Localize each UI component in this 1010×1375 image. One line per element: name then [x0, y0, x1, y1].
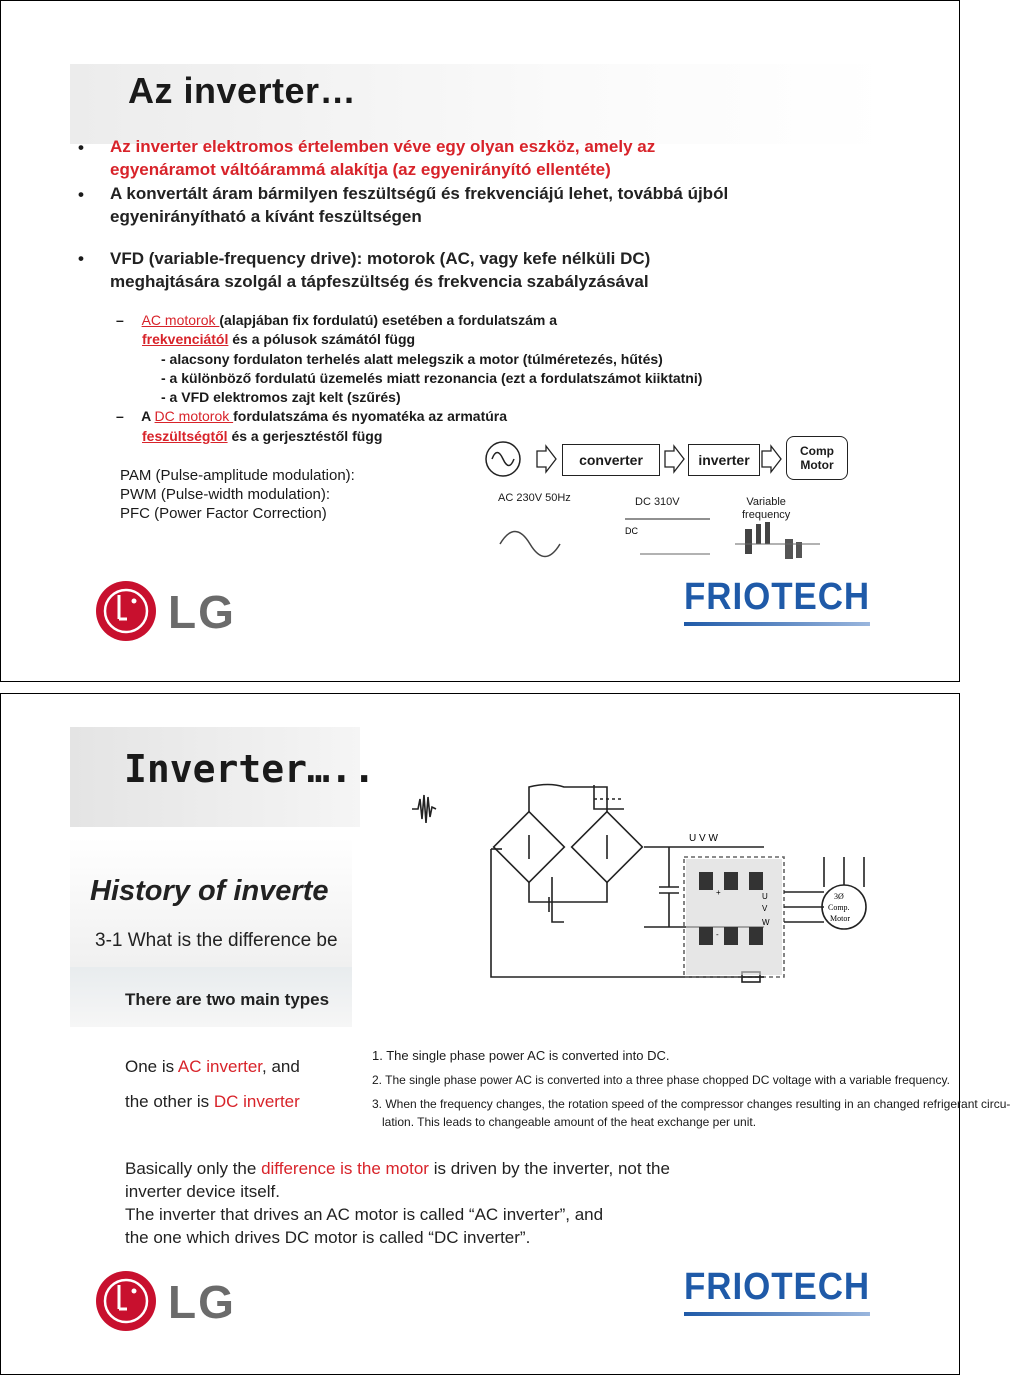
- motor-label-3: Motor: [830, 914, 850, 923]
- converter-box: converter: [562, 444, 660, 476]
- history-title: History of inverte: [90, 875, 329, 907]
- slide-2: [70, 727, 1010, 1347]
- inverter-circuit: [354, 727, 890, 1027]
- basically-line1: Basically only the difference is the motor is driven by the inverter, not the: [125, 1159, 670, 1178]
- ac-label: AC 230V 50Hz: [498, 492, 571, 504]
- sub-ac-item-2: - a különböző fordulatú üzemelés miatt rezonancia (ezt a fordulatszámot kiiktatni): [161, 370, 703, 386]
- motor-label-1: 3Ø: [834, 892, 844, 901]
- circuit-drawing: [354, 727, 890, 1027]
- sub-ac-item-3: - a VFD elektromos zajt kelt (szűrés): [161, 389, 401, 405]
- sub-ac-motors: – AC motorok (alapjában fix fordulatú) esetében a fordulatszám a: [116, 312, 558, 328]
- bullet-dot: •: [78, 249, 84, 268]
- sub-dc-motors: – A DC motorok fordulatszáma és nyomatéka az armatúra: [116, 408, 508, 424]
- other-is-text: the other is DC inverter: [125, 1092, 300, 1111]
- uvw-top-label: U V W: [689, 833, 718, 844]
- bottom-paragraph: [125, 1157, 670, 1249]
- friotech-underline: [684, 622, 870, 626]
- bullet-1: Az inverter elektromos értelemben véve egy olyan eszköz, amely az egyenáramot váltóárammá alakítja (az egyenirányító ellentéte): [110, 137, 656, 179]
- friotech-logo: FRIOTECH: [684, 576, 871, 618]
- slide-title: Az inverter…: [128, 70, 357, 111]
- lg-logo: [94, 579, 244, 643]
- sub-dc-motors-line2: feszültségtől és a gerjesztéstől függ: [142, 428, 383, 444]
- bullet-2: A konvertált áram bármilyen feszültségű és frekvenciájú lehet, továbbá újból egyenirányítható a kívánt feszültségen: [110, 184, 729, 226]
- one-is-text: One is AC inverter, and: [125, 1057, 300, 1076]
- history-subhead: 3-1 What is the difference be: [95, 930, 338, 951]
- sub-ac-motors-line2: frekvenciától és a pólusok számától függ: [142, 331, 416, 347]
- slide-title-2: Inverter…..: [124, 747, 376, 791]
- inverter-block-diagram: [480, 434, 890, 564]
- explanation-1: 1. The single phase power AC is converted into DC.: [372, 1048, 670, 1063]
- explanation-3b: lation. This leads to changeable amount of the heat exchange per unit.: [382, 1115, 757, 1129]
- u-label: U: [762, 892, 768, 901]
- lg-logo-text-2: LG: [168, 1276, 236, 1328]
- sub-ac-item-1: - alacsony fordulaton terhelés alatt melegszik a motor (túlméretezés, hűtés): [161, 351, 663, 367]
- ac-inverter-line2: the one which drives DC motor is called “DC inverter”.: [125, 1228, 531, 1247]
- bullet-dot: •: [78, 138, 84, 157]
- motor-label-2: Comp.: [828, 903, 850, 912]
- friotech-underline-2: [684, 1312, 870, 1316]
- numbered-explanation: [372, 1047, 1010, 1131]
- lg-logo-text: LG: [168, 586, 236, 638]
- w-label: W: [762, 918, 770, 927]
- plus-label: +: [716, 888, 721, 897]
- basically-line2: inverter device itself.: [125, 1182, 280, 1201]
- modulation-pam: PAM (Pulse-amplitude modulation):: [120, 467, 355, 484]
- modulation-list: [120, 466, 355, 523]
- bullet-dot: •: [78, 185, 84, 204]
- two-types-text: There are two main types: [125, 990, 330, 1009]
- variable-frequency-label: Variable frequency: [742, 496, 791, 521]
- modulation-pwm: PWM (Pulse-width modulation):: [120, 486, 331, 503]
- ac-inverter-line1: The inverter that drives an AC motor is called “AC inverter”, and: [125, 1205, 604, 1224]
- dc-small-label: DC: [625, 526, 638, 536]
- lg-logo-icon: [94, 579, 158, 643]
- comp-motor-box: Comp Motor: [786, 436, 848, 480]
- explanation-2: 2. The single phase power AC is converted into a three phase chopped DC voltage with a variable frequency.: [372, 1073, 950, 1087]
- friotech-logo-2: FRIOTECH: [684, 1266, 871, 1308]
- v-label: V: [762, 904, 768, 913]
- lg-logo-icon-2: [94, 1269, 158, 1333]
- bullet-3: VFD (variable-frequency drive): motorok (AC, vagy kefe nélküli DC) meghajtására szolgál a tápfeszültség és frekvencia szabályzásával: [110, 249, 651, 291]
- minus-label: -: [716, 930, 719, 939]
- explanation-3: 3. When the frequency changes, the rotation speed of the compressor changes resulting in an changed refrigerant circu-: [372, 1097, 1010, 1111]
- lg-logo-2: [94, 1269, 244, 1333]
- modulation-pfc: PFC (Power Factor Correction): [120, 505, 327, 522]
- slide-1: [70, 34, 890, 654]
- dc-label: DC 310V: [635, 496, 680, 508]
- inverter-box: inverter: [688, 444, 760, 476]
